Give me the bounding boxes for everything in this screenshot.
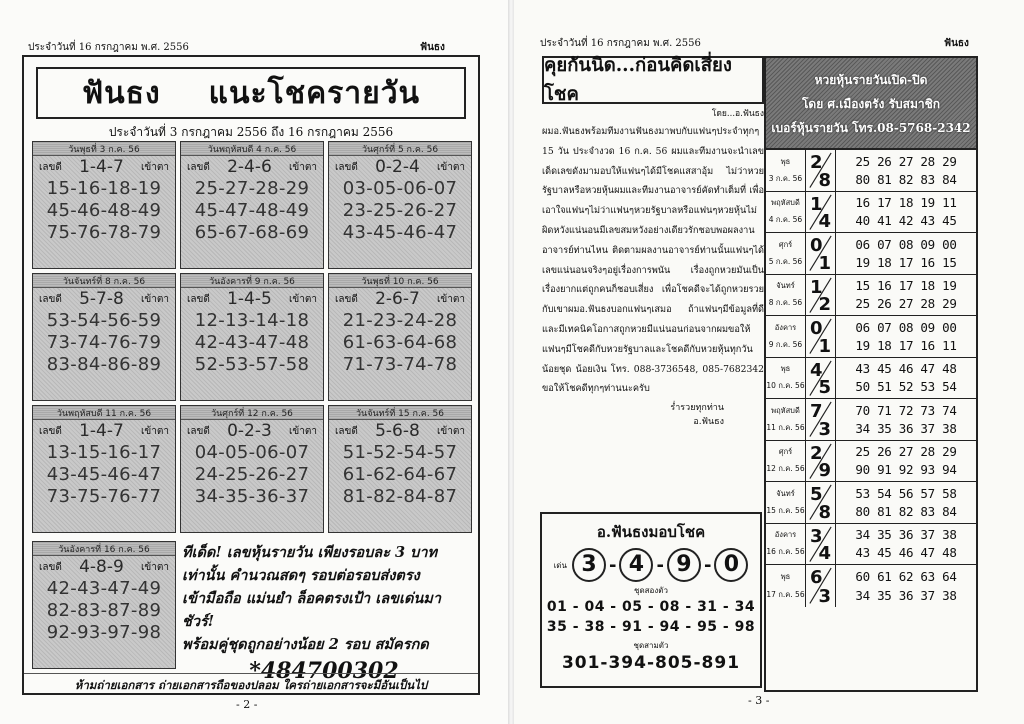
row-day bbox=[766, 233, 806, 274]
cell-date: วันพุธที่ 3 ก.ค. 56 bbox=[33, 142, 175, 156]
lotto-sheet bbox=[22, 55, 480, 695]
row-number-line: 90 91 92 93 94 bbox=[855, 462, 957, 478]
row-digit-top: 1 bbox=[810, 193, 823, 215]
row-number-line: 25 26 27 28 29 bbox=[855, 296, 957, 312]
cell-key-digits bbox=[33, 156, 175, 178]
article-title: คุยกันนิด...ก่อนคิดเสี่ยงโชค bbox=[542, 56, 764, 104]
cell-number-row: 04-05-06-07 bbox=[194, 442, 310, 463]
cell-number-row: 51-52-54-57 bbox=[342, 442, 458, 463]
cell-number-row: 92-93-97-98 bbox=[46, 622, 162, 643]
table-row bbox=[766, 192, 976, 234]
right-header-date: ประจำวันที่ 16 กรกฎาคม พ.ศ. 2556 bbox=[540, 38, 701, 49]
row-digit-bottom: 9 bbox=[818, 460, 831, 481]
cell-key-value: 2-6-7 bbox=[375, 289, 420, 309]
cell-key-digits bbox=[329, 156, 471, 178]
row-number-line: 34 35 36 37 38 bbox=[855, 587, 957, 603]
table-row bbox=[766, 233, 976, 275]
cell-date: วันพฤหัสบดี 11 ก.ค. 56 bbox=[33, 406, 175, 420]
promo-line: พร้อมคู่ชุดถูกอย่างน้อย 2 รอบ สมัครกด bbox=[182, 636, 429, 653]
cell-key-label: เลขดี bbox=[39, 561, 62, 573]
cell-number-row: 73-74-76-79 bbox=[46, 332, 162, 353]
row-digit-pair bbox=[806, 441, 836, 482]
article-author: โดย...อ.ฟันธง bbox=[711, 109, 764, 119]
cell-key-value: 5-6-8 bbox=[375, 421, 420, 441]
cell-number-row: 43-45-46-47 bbox=[46, 464, 162, 485]
cell-number-row: 82-83-87-89 bbox=[46, 600, 162, 621]
cell-key-digits bbox=[33, 556, 175, 578]
cell-date: วันจันทร์ที่ 15 ก.ค. 56 bbox=[329, 406, 471, 420]
row-digit-top: 6 bbox=[810, 567, 823, 588]
cell-key-value: 1-4-7 bbox=[79, 157, 124, 177]
daily-cell bbox=[180, 273, 324, 401]
cell-number-row: 61-63-64-68 bbox=[342, 332, 458, 353]
gift-digit: 9 bbox=[667, 548, 701, 582]
row-numbers bbox=[836, 399, 976, 440]
gift-sub-label: ชุดสามตัว bbox=[633, 641, 669, 650]
daily-cell bbox=[32, 541, 176, 669]
article-body: ผมอ.ฟันธงพร้อมทีมงานฟันธงมาพบกับแฟนๆประจำทุกๆ 15 วัน ประจำงวด 16 ก.ค. 56 ผมและทีมงานจะนำเลขเด็ดเลขดังมามอบให้แฟนๆได้มีโชคแสสาอุ้ม ไม่ว่าหวยรัฐบาลหรือหวยหุ้นผมและทีมงานอาจารย์คัดทำเต็มที่ เพื่อเอาใจแฟนๆไม่ว่าแฟนๆหวยรัฐบาลหรือแฟนๆหวยหุ้นไม่ผิดหวังแน่นอนมีเลขสมหวังอย่างเดียวรักชอบพอผลงานอาจารย์ท่านไหน ติดตามผลงานอาจารย์ท่านนั้นแฟนๆได้เลขแน่นอนจริงๆอยู่เรื่องการพนัน เรื่องถูกหวยมันเป็นเรื่องยากแต่ถูกคนก็ชอบเสี่ยง เพื่อโชคดีจะได้ถูกหวยรวยกับเขาผมอ.ฟันธงบอกแฟนๆเสมอ ถ้าแฟนๆมีข้อมูลที่ดีและมีเทคนิคโอกาสถูกหวยมีแน่นอนก่อนจากผมขอให้แฟนๆมีโชคดีกับหวยรัฐบาลและโชคดีกับหวยหุ้นทุกวันน้อยชุด น้อยเงิน โทร. 088-3736548, 085-7682342 ขอให้โชคดีทุกๆท่านนะครับ bbox=[542, 126, 764, 395]
daily-cell bbox=[32, 273, 176, 401]
row-digit-top: 2 bbox=[810, 442, 823, 464]
row-day bbox=[766, 441, 806, 482]
row-number-line: 70 71 72 73 74 bbox=[855, 402, 957, 418]
row-date: 11 ก.ค. 56 bbox=[766, 422, 805, 432]
cell-number-row: 43-45-46-47 bbox=[342, 222, 458, 243]
cell-date: วันศุกร์ที่ 5 ก.ค. 56 bbox=[329, 142, 471, 156]
cell-key-label: เลขดี bbox=[335, 425, 358, 437]
daily-cell bbox=[32, 141, 176, 269]
gift-two-digit-line: 35 - 38 - 91 - 94 - 95 - 98 bbox=[546, 619, 756, 635]
lucky-number-box bbox=[540, 512, 762, 688]
row-digit-pair bbox=[806, 524, 836, 565]
cell-key-suffix: เข้าตา bbox=[141, 425, 169, 437]
cell-number-row: 23-25-26-27 bbox=[342, 200, 458, 221]
row-number-line: 25 26 27 28 29 bbox=[855, 444, 957, 460]
row-day bbox=[766, 316, 806, 357]
cell-number-row: 34-35-36-37 bbox=[194, 486, 310, 507]
cell-key-digits bbox=[181, 288, 323, 310]
table-row bbox=[766, 399, 976, 441]
daily-cell bbox=[180, 405, 324, 533]
cell-number-row: 65-67-68-69 bbox=[194, 222, 310, 243]
row-number-line: 43 45 46 47 48 bbox=[855, 545, 957, 561]
cell-key-digits bbox=[33, 420, 175, 442]
row-day-name: พุธ bbox=[780, 571, 791, 581]
row-digit-bottom: 5 bbox=[818, 377, 831, 398]
row-number-line: 53 54 56 57 58 bbox=[855, 485, 957, 501]
dash: - bbox=[608, 554, 617, 576]
row-numbers bbox=[836, 524, 976, 565]
cell-key-suffix: เข้าตา bbox=[289, 425, 317, 437]
cell-key-digits bbox=[33, 288, 175, 310]
cell-number-row: 12-13-14-18 bbox=[194, 310, 310, 331]
page-gutter bbox=[508, 0, 514, 724]
right-page-number: - 3 - bbox=[748, 694, 770, 707]
promo-line: เข้ามือถือ แม่นยำ ล็อคตรงเป้า เลขเด่นมาชัวร์! bbox=[182, 590, 441, 630]
cell-key-digits bbox=[181, 156, 323, 178]
row-day bbox=[766, 275, 806, 316]
cell-number-row: 45-46-48-49 bbox=[46, 200, 162, 221]
row-digit-pair bbox=[806, 275, 836, 316]
gift-two-digit-line: 01 - 04 - 05 - 08 - 31 - 34 bbox=[546, 599, 756, 615]
row-number-line: 40 41 42 43 45 bbox=[855, 213, 957, 229]
cell-date: วันพุธที่ 10 ก.ค. 56 bbox=[329, 274, 471, 288]
cell-number-row: 71-73-74-78 bbox=[342, 354, 458, 375]
cell-key-suffix: เข้าตา bbox=[141, 161, 169, 173]
gift-three-digit-line: 301-394-805-891 bbox=[561, 653, 741, 673]
cell-key-value: 1-4-5 bbox=[227, 289, 272, 309]
cell-number-row: 52-53-57-58 bbox=[194, 354, 310, 375]
row-number-line: 80 81 82 83 84 bbox=[855, 171, 957, 187]
daily-cell bbox=[328, 141, 472, 269]
daily-cell bbox=[328, 273, 472, 401]
row-number-line: 60 61 62 63 64 bbox=[855, 568, 957, 584]
cell-number-row: 03-05-06-07 bbox=[342, 178, 458, 199]
cell-key-value: 2-4-6 bbox=[227, 157, 272, 177]
row-day-name: จันทร์ bbox=[776, 281, 795, 291]
cell-key-digits bbox=[181, 420, 323, 442]
cell-key-suffix: เข้าตา bbox=[141, 293, 169, 305]
daily-cell bbox=[180, 141, 324, 269]
row-digit-pair bbox=[806, 399, 836, 440]
right-header-brand: ฟันธง bbox=[944, 38, 969, 49]
cell-number-row: 13-15-16-17 bbox=[46, 442, 162, 463]
cell-number-row: 73-75-76-77 bbox=[46, 486, 162, 507]
row-numbers bbox=[836, 358, 976, 399]
cell-number-row: 61-62-64-67 bbox=[342, 464, 458, 485]
row-numbers bbox=[836, 275, 976, 316]
row-day bbox=[766, 399, 806, 440]
row-numbers bbox=[836, 565, 976, 607]
row-digit-pair bbox=[806, 358, 836, 399]
gift-label: เด่น bbox=[553, 560, 567, 570]
copy-warning: ห้ามถ่ายเอกสาร ถ่ายเอกสารถือของปลอม ใครถ่ายเอกสารจะมีอันเป็นไป bbox=[24, 673, 478, 695]
row-numbers bbox=[836, 233, 976, 274]
table-header-line: หวยหุ้นรายวันเปิด-ปิด bbox=[814, 73, 928, 87]
promo-code: *484700302 bbox=[249, 658, 399, 684]
row-day-name: พฤหัสบดี bbox=[771, 405, 800, 415]
stock-lotto-table bbox=[764, 56, 978, 692]
cell-key-label: เลขดี bbox=[187, 425, 210, 437]
row-day bbox=[766, 524, 806, 565]
row-digit-top: 0 bbox=[810, 318, 823, 339]
row-date: 5 ก.ค. 56 bbox=[768, 256, 803, 266]
date-range: ประจำวันที่ 3 กรกฎาคม 2556 ถึง 16 กรกฎาคม 2556 bbox=[108, 125, 394, 139]
cell-key-suffix: เข้าตา bbox=[289, 293, 317, 305]
row-day bbox=[766, 358, 806, 399]
row-day-name: ศุกร์ bbox=[778, 239, 793, 249]
row-number-line: 50 51 52 53 54 bbox=[855, 379, 957, 395]
row-day bbox=[766, 565, 806, 607]
table-body bbox=[766, 150, 976, 607]
promo-box bbox=[182, 541, 466, 684]
row-digit-top: 3 bbox=[810, 525, 823, 547]
row-digit-bottom: 3 bbox=[818, 418, 831, 440]
row-day-name: พุธ bbox=[780, 364, 791, 374]
row-digit-pair bbox=[806, 482, 836, 523]
row-digit-pair bbox=[806, 150, 836, 191]
row-date: 17 ก.ค. 56 bbox=[766, 589, 805, 599]
row-digit-bottom: 1 bbox=[818, 335, 831, 357]
promo-line: ทีเด็ด! เลขหุ้นรายวัน เพียงรอบละ 3 บาท bbox=[182, 544, 438, 561]
row-digit-bottom: 4 bbox=[818, 211, 831, 232]
sheet-title bbox=[36, 67, 466, 119]
row-date: 3 ก.ค. 56 bbox=[768, 173, 803, 183]
cell-number-row: 25-27-28-29 bbox=[194, 178, 310, 199]
cell-key-label: เลขดี bbox=[187, 161, 210, 173]
row-digit-top: 2 bbox=[810, 152, 823, 173]
row-numbers bbox=[836, 150, 976, 191]
row-number-line: 43 45 46 47 48 bbox=[855, 361, 957, 377]
gift-digits bbox=[542, 548, 760, 582]
row-day bbox=[766, 482, 806, 523]
gift-digit: 0 bbox=[714, 548, 748, 582]
gift-digit: 4 bbox=[619, 548, 653, 582]
row-digit-top: 4 bbox=[810, 359, 823, 381]
row-day-name: พุธ bbox=[780, 156, 791, 166]
row-number-line: 34 35 36 37 38 bbox=[855, 527, 957, 543]
cell-key-suffix: เข้าตา bbox=[437, 425, 465, 437]
row-digit-bottom: 8 bbox=[818, 501, 831, 523]
row-date: 9 ก.ค. 56 bbox=[768, 339, 803, 349]
row-number-line: 16 17 18 19 11 bbox=[855, 195, 957, 211]
cell-key-digits bbox=[329, 420, 471, 442]
table-row bbox=[766, 565, 976, 607]
table-row bbox=[766, 275, 976, 317]
cell-number-row: 83-84-86-89 bbox=[46, 354, 162, 375]
row-day-name: อังคาร bbox=[774, 322, 797, 332]
table-row bbox=[766, 482, 976, 524]
row-date: 8 ก.ค. 56 bbox=[768, 298, 803, 308]
table-header-line: โดย ศ.เมืองตรัง รับสมาชิก bbox=[801, 97, 941, 111]
table-header-line: เบอร์หุ้นรายวัน โทร.08-5768-2342 bbox=[771, 121, 971, 135]
row-digit-top: 1 bbox=[810, 276, 823, 298]
title-brand: ฟันธง bbox=[81, 75, 161, 111]
cell-key-value: 4-8-9 bbox=[79, 557, 124, 577]
dash: - bbox=[703, 554, 712, 576]
cell-key-label: เลขดี bbox=[187, 293, 210, 305]
row-number-line: 80 81 82 83 84 bbox=[855, 503, 957, 519]
cell-key-suffix: เข้าตา bbox=[437, 293, 465, 305]
row-day-name: พฤหัสบดี bbox=[771, 198, 800, 208]
cell-date: วันอังคารที่ 9 ก.ค. 56 bbox=[181, 274, 323, 288]
cell-key-label: เลขดี bbox=[39, 293, 62, 305]
daily-cell bbox=[32, 405, 176, 533]
cell-key-label: เลขดี bbox=[39, 161, 62, 173]
row-numbers bbox=[836, 192, 976, 233]
row-number-line: 19 18 17 16 11 bbox=[855, 337, 957, 353]
row-digit-bottom: 8 bbox=[818, 169, 831, 191]
row-digit-bottom: 2 bbox=[818, 294, 831, 315]
row-date: 16 ก.ค. 56 bbox=[766, 547, 805, 557]
row-day bbox=[766, 192, 806, 233]
daily-cell bbox=[328, 405, 472, 533]
row-numbers bbox=[836, 482, 976, 523]
title-tagline: แนะโชครายวัน bbox=[208, 75, 421, 111]
row-digit-pair bbox=[806, 565, 836, 607]
cell-key-label: เลขดี bbox=[335, 293, 358, 305]
row-day-name: จันทร์ bbox=[776, 488, 795, 498]
cell-key-label: เลขดี bbox=[39, 425, 62, 437]
cell-key-value: 0-2-3 bbox=[227, 421, 272, 441]
row-date: 15 ก.ค. 56 bbox=[766, 505, 805, 515]
cell-number-row: 42-43-47-48 bbox=[194, 332, 310, 353]
row-number-line: 15 16 17 18 19 bbox=[855, 278, 957, 294]
cell-key-suffix: เข้าตา bbox=[289, 161, 317, 173]
article-sign-line: ร่ำรวยทุกท่าน bbox=[670, 403, 724, 414]
row-number-line: 25 26 27 28 29 bbox=[855, 153, 957, 169]
row-number-line: 06 07 08 09 00 bbox=[855, 319, 957, 335]
row-day bbox=[766, 150, 806, 191]
cell-number-row: 42-43-47-49 bbox=[46, 578, 162, 599]
row-day-name: ศุกร์ bbox=[778, 447, 793, 457]
table-row bbox=[766, 150, 976, 192]
article-sign bbox=[542, 401, 764, 429]
cell-number-row: 45-47-48-49 bbox=[194, 200, 310, 221]
row-date: 10 ก.ค. 56 bbox=[766, 381, 805, 391]
article-sign-line: อ.ฟันธง bbox=[693, 417, 724, 428]
cell-number-row: 75-76-78-79 bbox=[46, 222, 162, 243]
row-digit-top: 5 bbox=[810, 484, 823, 505]
cell-key-suffix: เข้าตา bbox=[437, 161, 465, 173]
table-row bbox=[766, 358, 976, 400]
table-row bbox=[766, 441, 976, 483]
row-day-name: อังคาร bbox=[774, 530, 797, 540]
left-header-date: ประจำวันที่ 16 กรกฎาคม พ.ศ. 2556 bbox=[28, 42, 189, 53]
row-date: 4 ก.ค. 56 bbox=[768, 215, 803, 225]
article bbox=[542, 56, 764, 506]
left-header-brand: ฟันธง bbox=[420, 42, 445, 53]
left-page-number: - 2 - bbox=[236, 698, 258, 711]
cell-number-row: 21-23-24-28 bbox=[342, 310, 458, 331]
row-digit-pair bbox=[806, 192, 836, 233]
cell-key-value: 5-7-8 bbox=[79, 289, 124, 309]
row-digit-pair bbox=[806, 233, 836, 274]
gift-title: อ.ฟันธงมอบโชค bbox=[596, 523, 706, 541]
row-digit-top: 0 bbox=[810, 235, 823, 256]
row-digit-bottom: 1 bbox=[818, 252, 831, 274]
cell-key-value: 0-2-4 bbox=[375, 157, 420, 177]
gift-sub-label: ชุดสองตัว bbox=[634, 586, 668, 595]
row-digit-top: 7 bbox=[810, 401, 823, 422]
table-row bbox=[766, 316, 976, 358]
row-digit-pair bbox=[806, 316, 836, 357]
row-date: 12 ก.ค. 56 bbox=[766, 464, 805, 474]
row-digit-bottom: 3 bbox=[818, 585, 831, 607]
cell-number-row: 24-25-26-27 bbox=[194, 464, 310, 485]
table-row bbox=[766, 524, 976, 566]
row-number-line: 06 07 08 09 00 bbox=[855, 236, 957, 252]
promo-line: เท่านั้น คำนวณสดๆ รอบต่อรอบส่งตรง bbox=[182, 567, 420, 584]
row-digit-bottom: 4 bbox=[818, 543, 831, 564]
cell-number-row: 53-54-56-59 bbox=[46, 310, 162, 331]
dash: - bbox=[656, 554, 664, 576]
table-header bbox=[766, 58, 976, 150]
cell-key-label: เลขดี bbox=[335, 161, 358, 173]
cell-key-value: 1-4-7 bbox=[79, 421, 124, 441]
cell-number-row: 15-16-18-19 bbox=[46, 178, 162, 199]
gift-digit: 3 bbox=[572, 548, 606, 582]
cell-number-row: 81-82-84-87 bbox=[342, 486, 458, 507]
cell-date: วันจันทร์ที่ 8 ก.ค. 56 bbox=[33, 274, 175, 288]
cell-date: วันศุกร์ที่ 12 ก.ค. 56 bbox=[181, 406, 323, 420]
row-number-line: 34 35 36 37 38 bbox=[855, 420, 957, 436]
row-numbers bbox=[836, 441, 976, 482]
cell-key-suffix: เข้าตา bbox=[141, 561, 169, 573]
cell-date: วันอังคารที่ 16 ก.ค. 56 bbox=[33, 542, 175, 556]
row-number-line: 19 18 17 16 15 bbox=[855, 254, 957, 270]
cell-key-digits bbox=[329, 288, 471, 310]
row-numbers bbox=[836, 316, 976, 357]
cell-date: วันพฤหัสบดี 4 ก.ค. 56 bbox=[181, 142, 323, 156]
